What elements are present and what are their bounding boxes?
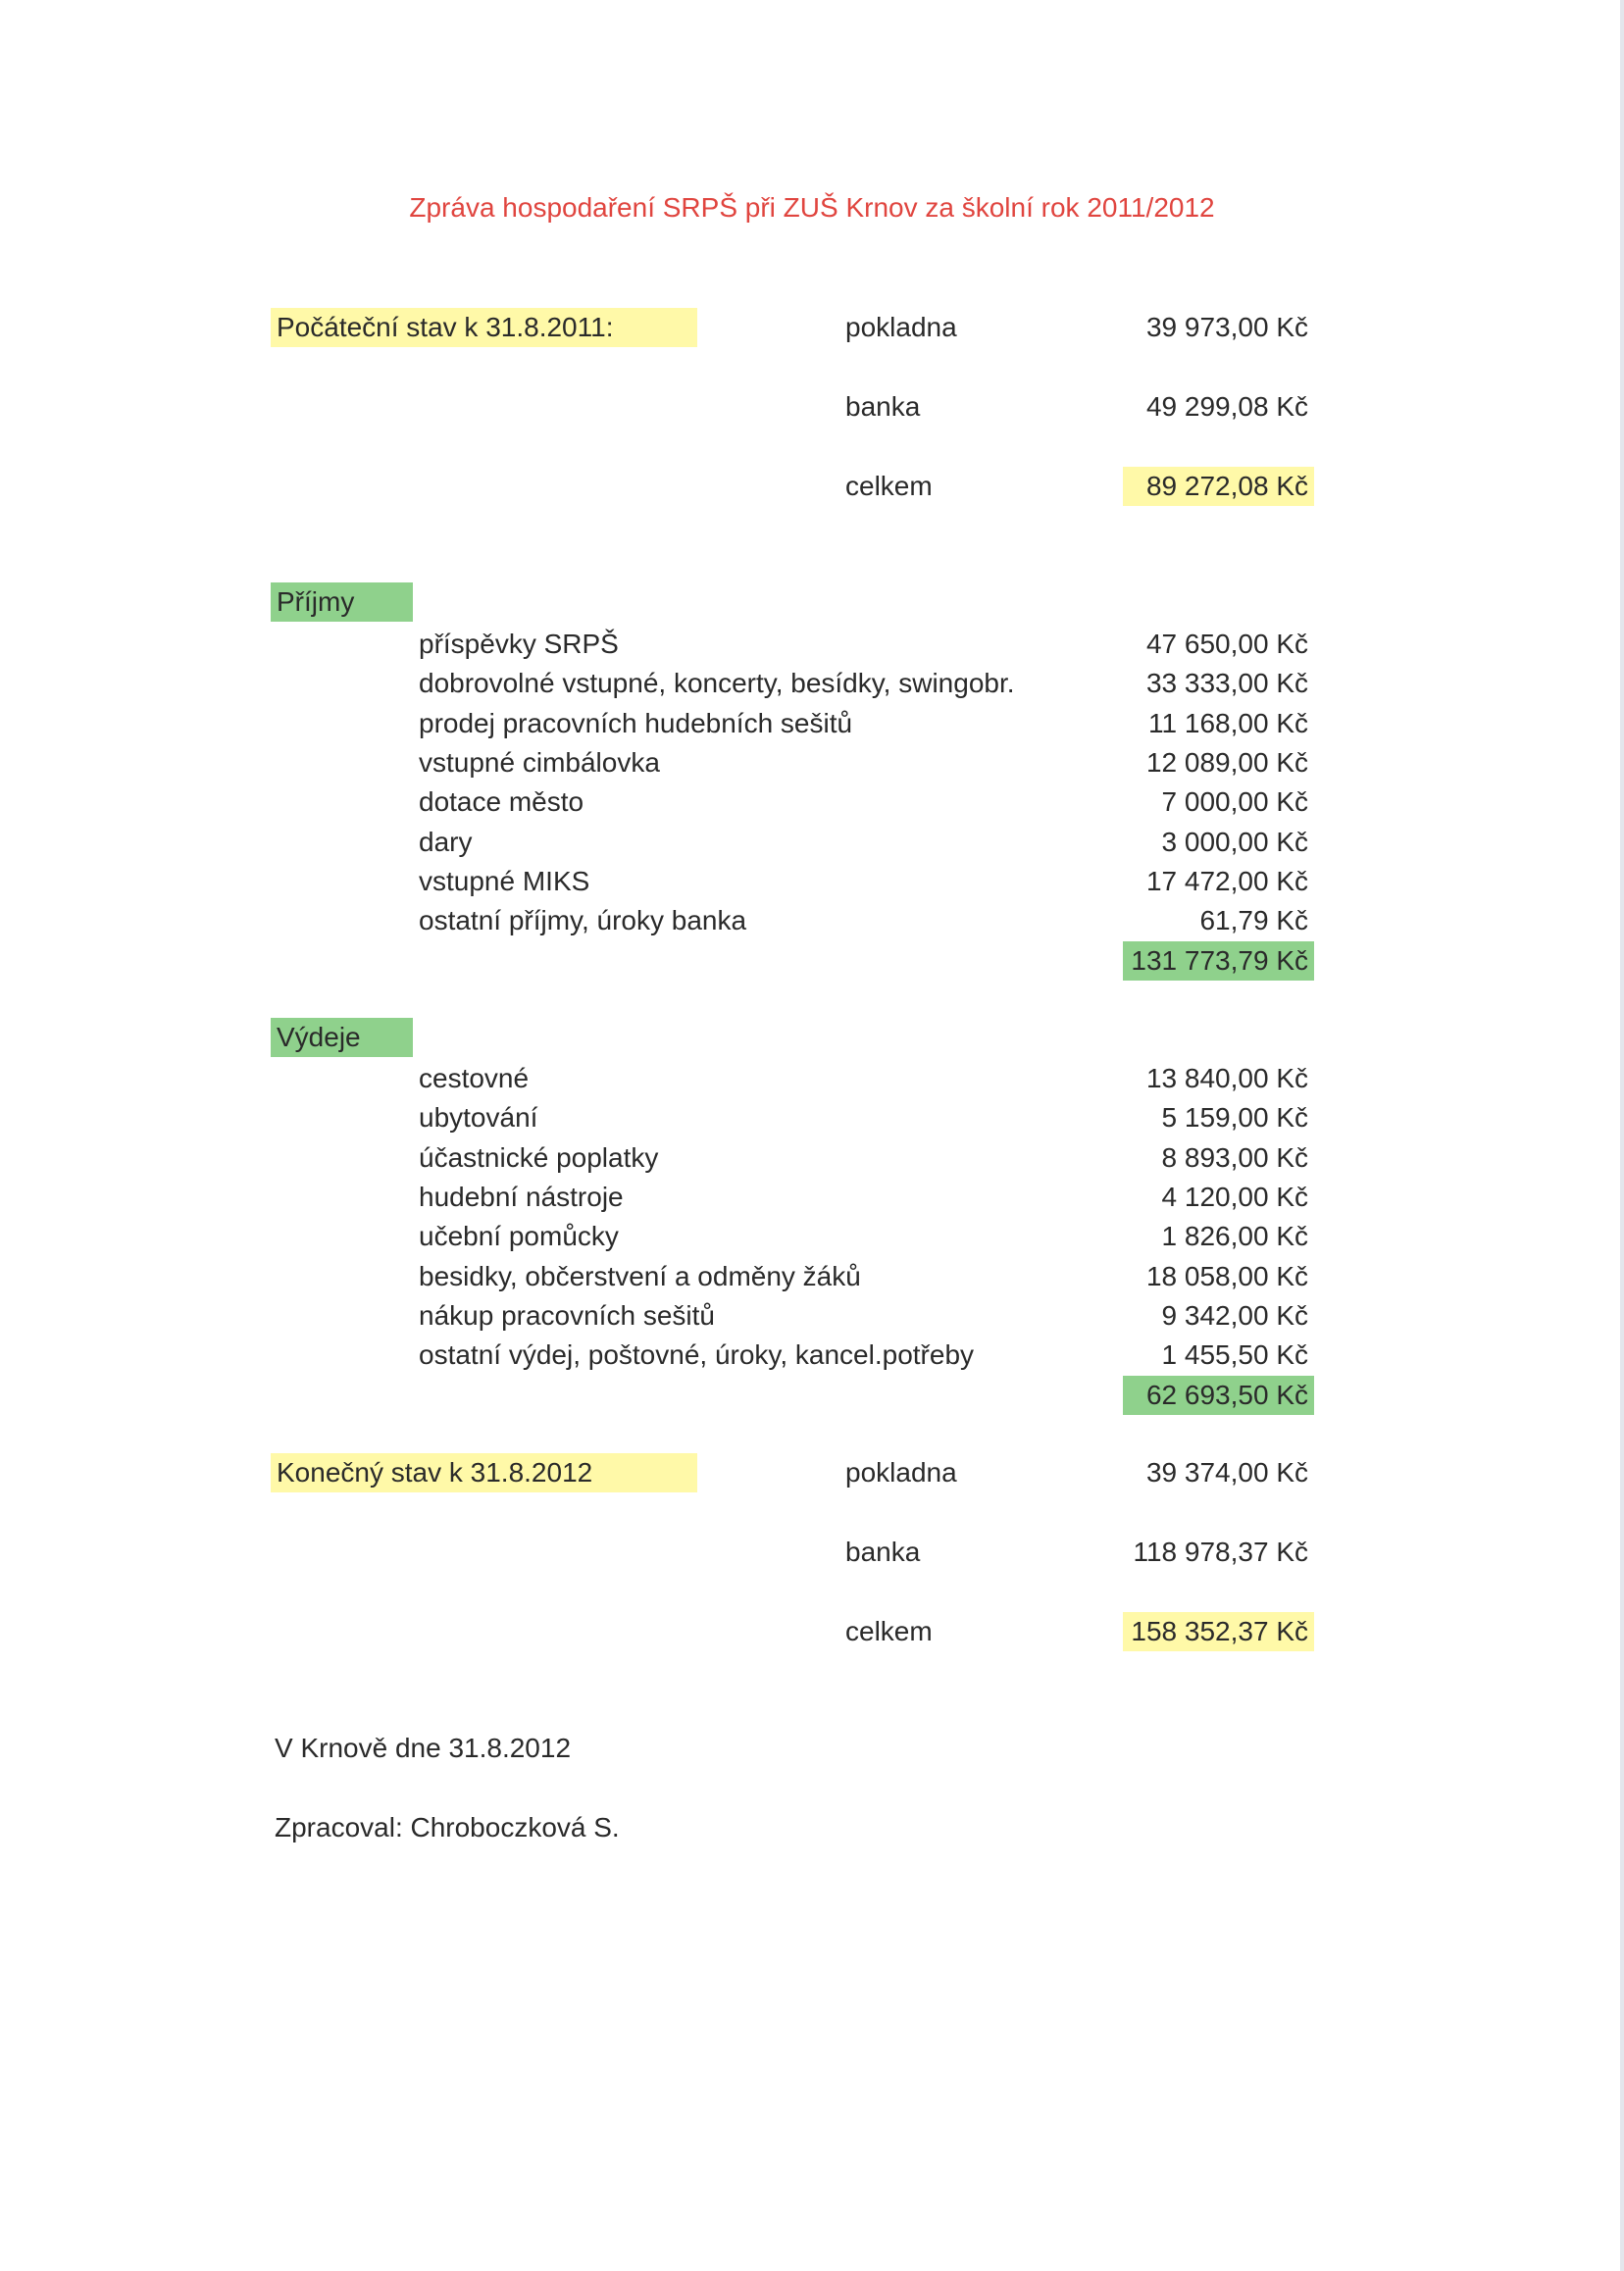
closing-row-amount: 39 374,00 Kč bbox=[1145, 1457, 1308, 1488]
income-item-name: ostatní příjmy, úroky banka bbox=[419, 905, 747, 936]
income-item-amount: 12 089,00 Kč bbox=[1145, 746, 1308, 778]
income-total-amount: 131 773,79 Kč bbox=[1123, 941, 1314, 981]
income-item-amount: 17 472,00 Kč bbox=[1145, 865, 1308, 896]
income-item-amount: 3 000,00 Kč bbox=[1161, 826, 1308, 857]
closing-row-name: pokladna bbox=[845, 1457, 957, 1488]
opening-row-name: pokladna bbox=[845, 312, 957, 342]
income-item-name: vstupné MIKS bbox=[419, 865, 590, 896]
income-item-name: dotace město bbox=[419, 786, 584, 818]
expenses-item-name: nákup pracovních sešitů bbox=[419, 1299, 715, 1331]
income-item-name: prodej pracovních hudebních sešitů bbox=[419, 707, 853, 738]
expenses-total-amount: 62 693,50 Kč bbox=[1123, 1376, 1314, 1415]
opening-row-amount: 39 973,00 Kč bbox=[1145, 312, 1308, 342]
closing-balance-label: Konečný stav k 31.8.2012 bbox=[271, 1453, 697, 1492]
income-item-amount: 11 168,00 Kč bbox=[1148, 707, 1308, 738]
expenses-item-name: ostatní výdej, poštovné, úroky, kancel.potřeby bbox=[419, 1339, 975, 1371]
expenses-item-name: besidky, občerstvení a odměny žáků bbox=[419, 1260, 861, 1291]
expenses-item-name: cestovné bbox=[419, 1063, 530, 1093]
expenses-item-name: učební pomůcky bbox=[419, 1221, 619, 1252]
opening-total-amount: 89 272,08 Kč bbox=[1123, 467, 1314, 506]
opening-balance-label: Počáteční stav k 31.8.2011: bbox=[271, 308, 697, 347]
expenses-item-name: účastnické poplatky bbox=[419, 1141, 659, 1173]
income-item-name: vstupné cimbálovka bbox=[419, 746, 660, 778]
expenses-item-amount: 4 120,00 Kč bbox=[1161, 1181, 1308, 1212]
page-edge bbox=[1620, 0, 1624, 2271]
opening-row-name: banka bbox=[845, 391, 921, 422]
income-item-amount: 47 650,00 Kč bbox=[1145, 629, 1308, 659]
closing-row-amount: 118 978,37 Kč bbox=[1133, 1537, 1308, 1567]
expenses-item-amount: 9 342,00 Kč bbox=[1161, 1299, 1308, 1331]
prepared-by: Zpracoval: Chroboczková S. bbox=[275, 1812, 620, 1842]
income-item-name: dobrovolné vstupné, koncerty, besídky, swingobr. bbox=[419, 668, 1015, 699]
expenses-item-amount: 18 058,00 Kč bbox=[1145, 1260, 1308, 1291]
income-item-amount: 33 333,00 Kč bbox=[1145, 668, 1308, 699]
income-label: Příjmy bbox=[271, 582, 413, 622]
expenses-item-amount: 1 455,50 Kč bbox=[1161, 1339, 1308, 1371]
expenses-item-name: hudební nástroje bbox=[419, 1181, 624, 1212]
income-item-amount: 7 000,00 Kč bbox=[1161, 786, 1308, 818]
closing-row-name: celkem bbox=[845, 1616, 933, 1646]
opening-row-name: celkem bbox=[845, 471, 933, 501]
income-item-name: příspěvky SRPŠ bbox=[419, 629, 619, 659]
place-and-date: V Krnově dne 31.8.2012 bbox=[275, 1733, 572, 1763]
closing-total-amount: 158 352,37 Kč bbox=[1123, 1612, 1314, 1651]
document-title: Zpráva hospodaření SRPŠ při ZUŠ Krnov za školní rok 2011/2012 bbox=[409, 192, 1215, 223]
expenses-item-amount: 1 826,00 Kč bbox=[1161, 1221, 1308, 1252]
income-item-name: dary bbox=[419, 826, 473, 857]
expenses-label: Výdeje bbox=[271, 1018, 413, 1057]
expenses-item-amount: 13 840,00 Kč bbox=[1145, 1063, 1308, 1093]
expenses-item-amount: 5 159,00 Kč bbox=[1161, 1102, 1308, 1134]
income-item-amount: 61,79 Kč bbox=[1199, 905, 1308, 936]
expenses-item-name: ubytování bbox=[419, 1102, 538, 1134]
expenses-item-amount: 8 893,00 Kč bbox=[1161, 1141, 1308, 1173]
closing-row-name: banka bbox=[845, 1537, 921, 1567]
opening-row-amount: 49 299,08 Kč bbox=[1145, 391, 1308, 422]
